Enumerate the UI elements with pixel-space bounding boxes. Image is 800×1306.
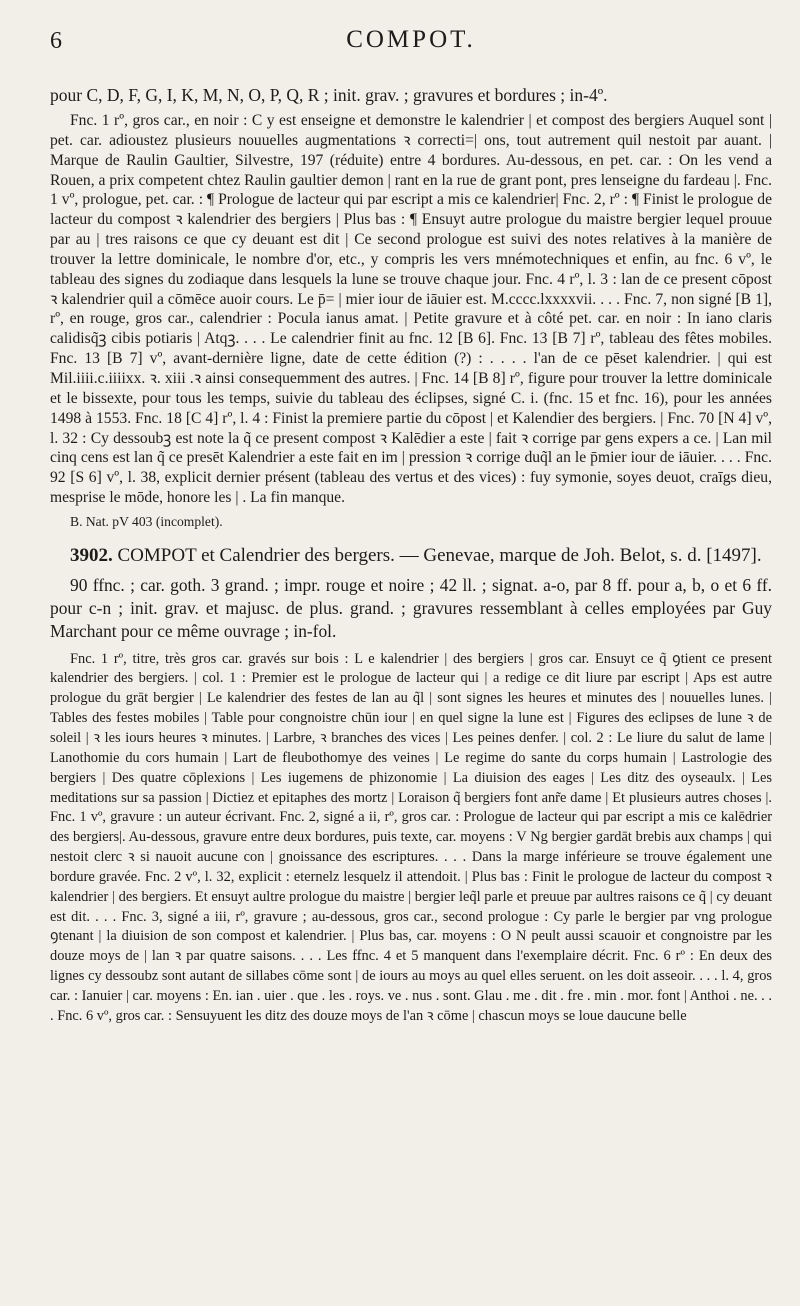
entry-description-notes: Fnc. 1 rº, titre, très gros car. gravés sur bois : L e kalendrier | des bergiers | gros car. Ensuyt ce q̃ ꝯtient ce present kalendrier des bergiers. | col. 1 : Premier est le prologue de lacteur qui | a redige ce dit liure par escript | Aps est autre prologue du grāt bergier | Le kalendrier des festes de lan au q̃l | sont signes les heures et minutes des | nouuelles lunes. | Tables des festes mobiles | Table pour congnoistre chūn iour | en quel signe la lune est | Figures des eclipses de lune ꝛ de soleil | ꝛ les iours heures ꝛ minutes. | Larbre, ꝛ branches des vices | Les peines denfer. | col. 2 : Le liure du salut de lame | Lanothomie du cors humain | Lart de fleubothomye des veines | Le regime do sante du corps humain | Lastrologie des bergiers | Des quatre cōplexions | Les iugemens de phizonomie | La diuision des eages | Les ditz des oyseaulx. | Les meditations sur sa passion | Dictiez et epitaphes des mortz | Loraison q̃ bergiers font anr̃e dame | Et plusieurs autres choses |. Fnc. 1 vº, gravure : un auteur écrivant. Fnc. 2, signé a ii, rº, gros car. : Prologue de lacteur qui par escript a mis ce kalēdrier des bergiers|. Au-dessous, gravure entre deux bordures, puis texte, car. moyens : V Ng bergier gardāt brebis aux champs | qui nestoit clerc ꝛ si nauoit aucune con | gnoissance des escriptures. . . . Dans la marge inférieure se trouve également une bordure gravée. Fnc. 2 vº, l. 32, explicit : eternelz lesquelz il attendoit. | Plus bas : Finit le prologue de lacteur du compost ꝛ kalendrier | des bergiers. Et ensuyt aultre prologue du maistre | bergier leq̃l parle et preuue par aultres raisons ce q̃ | cy deuant est dit. . . . Fnc. 3, signé a iii, rº, gravure ; au-dessous, gros car., second prologue : Cy parle le bergier par vng prologue ꝯtenant | la diuision de son compost et kalendrier. | Plus bas, car. moyens : O N peult aussi scauoir et congnoistre par les douze moys de | lan ꝛ par quatre saisons. . . . Les ffnc. 4 et 5 manquent dans l'exemplaire décrit. Fnc. 6 rº : En deux des lignes cy dessoubz sont autant de sillabes cōme sont | de iours au moys au quel elles seruent. on les doit asseoir. . . . l. 4, gros car. : Ianuier | car. moyens : En. ian . uier . que . les . roys. ve . nus . sont. Glau . me . dit . fre . min . mor. font | Anthoi . ne. . . . Fnc. 6 vº, gros car. : Sensuyuent les ditz des douze moys de l'an ꝛ cōme | chascun moys se loue daucune belle (50, 650, 772, 1024)
entry-heading (50, 542, 772, 570)
entry-number: 3902. (70, 544, 113, 566)
entry-intro-paragraph: pour C, D, F, G, I, K, M, N, O, P, Q, R ; init. grav. ; gravures et bordures ; in-4º. (50, 85, 608, 105)
page-number: 6 (50, 28, 63, 54)
page (50, 0, 772, 1306)
running-title: COMPOT. (346, 26, 476, 53)
library-reference: B. Nat. pV 403 (incomplet). (70, 513, 223, 529)
running-head (50, 0, 772, 74)
entry-description: 90 ffnc. ; car. goth. 3 grand. ; impr. rouge et noire ; 42 ll. ; signat. a-o, par 8 ff. pour a, b, o et 6 ff. pour c-n ; init. grav. et majusc. de plus. grand. ; gravures ressemblant à celles employées par Guy Marchant pour ce même ouvrage ; in-fol. (50, 574, 772, 642)
body-text (50, 84, 772, 1027)
entry-title: COMPOT et Calendrier des bergers. — Genevae, marque de Joh. Belot, s. d. [1497]. (117, 544, 762, 566)
entry-notes-paragraph: Fnc. 1 rº, gros car., en noir : C y est enseigne et demonstre le kalendrier | et compost des bergiers Auquel sont | pet. car. adioustez plusieurs nouuelles augmentations ꝛ correcti=| ons, tout autrement quil nestoit par auant. | Marque de Raulin Gaultier, Silvestre, 197 (réduite) entre 4 bordures. Au-dessous, en pet. car. : On les vend a Rouen, a prix competent chtez Raulin gaultier demon | rant en la rue de grant pont, pres lenseigne du fardeau |. Fnc. 1 vº, prologue, pet. car. : ¶ Prologue de lacteur qui par escript a mis ce kalendrier| Fnc. 2, rº : ¶ Finist le prologue de lacteur du compost ꝛ kalendrier des bergiers | Plus bas : ¶ Ensuyt autre prologue du maistre bergier lequel prouue par au | tres raisons ce que cy deuant est dit | Ce second prologue est suivi des notes relatives à la manière de trouver la lettre dominicale, le nombre d'or, etc., y compris les vers mnémotechniques et enfin, au fnc. 6 vº, le tableau des signes du zodiaque dans lesquels la lune se trouve chaque jour. Fnc. 4 rº, l. 3 : lan de ce present cōpost ꝛ kalendrier quil a cōmēce auoir cours. Le p̄= | mier iour de iāuier est. M.cccc.lxxxxvii. . . . Fnc. 7, non signé [B 1], rº, en rouge, gros car., calendrier : Pocula ianus amat. | Petite gravure et à côté pet. car. en noir : In iano claris calidisq̃ꝫ cibis potiaris | Atqꝫ. . . . Le calendrier finit au fnc. 12 [B 6]. Fnc. 13 [B 7] rº, tableau des fêtes mobiles. Fnc. 13 [B 7] vº, avant-dernière ligne, date de cette édition (?) : . . . . l'an de ce pēset kalendrier. | qui est Mil.iiii.c.iiiixx. ꝛ. xiii .ꝛ ainsi consequemment des autres. | Fnc. 14 [B 8] rº, figure pour trouver la lettre dominicale et le bissexte, pour tous les temps, suivie du tableau des éclipses, signé C. i. (fnc. 15 et fnc. 16), pour les années 1498 à 1553. Fnc. 18 [C 4] rº, l. 4 : Finist la premiere partie du cōpost | et Kalendier des bergiers. | Fnc. 70 [N 4] vº, l. 32 : Cy dessoubꝫ est note la q̃ ce present compost ꝛ Kalēdier a este | fait ꝛ corrige par gens expers a ce. | Lan mil cinq cens est lan q̃ ce presēt Kalendrier a este fait en im | pression ꝛ corrige duq̃l an le p̄mier iour de iāuier. . . . Fnc. 92 [S 6] vº, l. 38, explicit dernier présent (tableau des vertus et des vices) : fuy symonie, soyes deuot, craīgs dieu, mesprise le mōde, honore les | . La fin manque. (50, 112, 772, 507)
